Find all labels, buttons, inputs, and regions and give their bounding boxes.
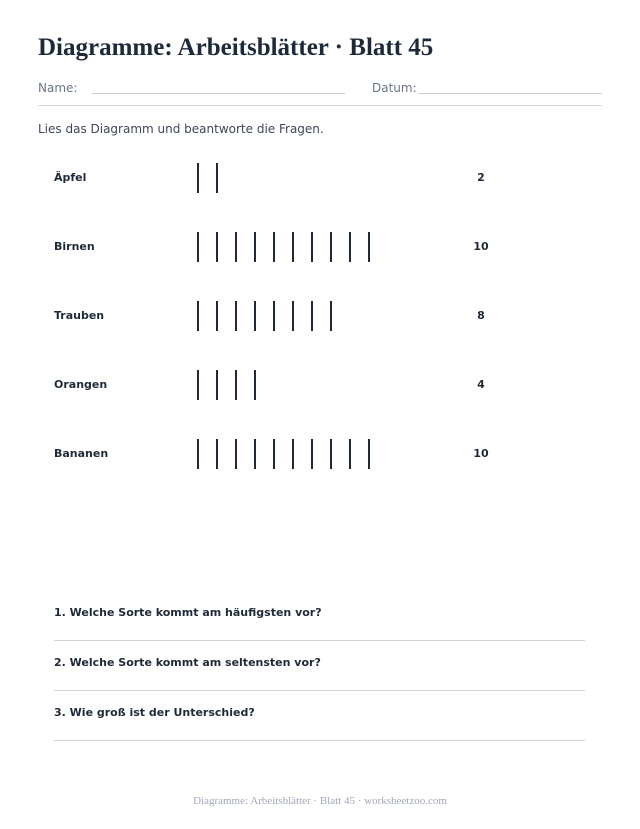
tally-stroke: [311, 301, 313, 331]
tally-row: [0, 158, 640, 198]
tally-row: [0, 296, 640, 336]
category-value: 2: [477, 171, 485, 184]
tally-stroke: [273, 301, 275, 331]
tally-stroke: [216, 439, 218, 469]
tally-stroke: [254, 232, 256, 262]
answer-line-3: [54, 740, 585, 741]
tally-row: [0, 365, 640, 405]
tally-stroke: [292, 439, 294, 469]
category-label: Äpfel: [54, 171, 87, 184]
tally-stroke: [216, 370, 218, 400]
worksheet-title: Diagramme: Arbeitsblätter · Blatt 45: [38, 34, 434, 61]
tally-stroke: [292, 301, 294, 331]
tally-stroke: [330, 301, 332, 331]
tally-stroke: [197, 232, 199, 262]
category-value: 4: [477, 378, 485, 391]
tally-stroke: [330, 439, 332, 469]
tally-stroke: [254, 439, 256, 469]
tally-stroke: [330, 232, 332, 262]
question-3: 3. Wie groß ist der Unterschied?: [54, 706, 255, 719]
tally-stroke: [368, 439, 370, 469]
date-line: [419, 93, 602, 94]
name-line: [92, 93, 345, 94]
category-label: Birnen: [54, 240, 95, 253]
tally-stroke: [311, 439, 313, 469]
tally-stroke: [349, 439, 351, 469]
tally-stroke: [273, 439, 275, 469]
instructions: Lies das Diagramm und beantworte die Fragen.: [38, 122, 324, 136]
tally-stroke: [235, 301, 237, 331]
question-2: 2. Welche Sorte kommt am seltensten vor?: [54, 656, 321, 669]
header-divider: [38, 105, 602, 106]
tally-stroke: [292, 232, 294, 262]
answer-line-1: [54, 640, 585, 641]
tally-stroke: [216, 301, 218, 331]
date-label: Datum:: [372, 81, 417, 95]
tally-stroke: [254, 370, 256, 400]
tally-stroke: [254, 301, 256, 331]
category-label: Orangen: [54, 378, 108, 391]
tally-stroke: [311, 232, 313, 262]
tally-stroke: [216, 232, 218, 262]
answer-line-2: [54, 690, 585, 691]
category-label: Bananen: [54, 447, 109, 460]
tally-stroke: [197, 301, 199, 331]
tally-stroke: [235, 439, 237, 469]
category-value: 10: [473, 447, 489, 460]
category-label: Trauben: [54, 309, 105, 322]
tally-stroke: [368, 232, 370, 262]
tally-row: [0, 227, 640, 267]
tally-stroke: [197, 163, 199, 193]
category-value: 8: [477, 309, 485, 322]
tally-stroke: [273, 232, 275, 262]
question-1: 1. Welche Sorte kommt am häufigsten vor?: [54, 606, 322, 619]
page-footer: Diagramme: Arbeitsblätter · Blatt 45 · worksheetzoo.com: [193, 795, 447, 807]
category-value: 10: [473, 240, 489, 253]
tally-stroke: [197, 370, 199, 400]
tally-stroke: [349, 232, 351, 262]
tally-stroke: [235, 232, 237, 262]
tally-stroke: [235, 370, 237, 400]
tally-row: [0, 434, 640, 474]
name-label: Name:: [38, 81, 78, 95]
tally-stroke: [197, 439, 199, 469]
tally-stroke: [216, 163, 218, 193]
